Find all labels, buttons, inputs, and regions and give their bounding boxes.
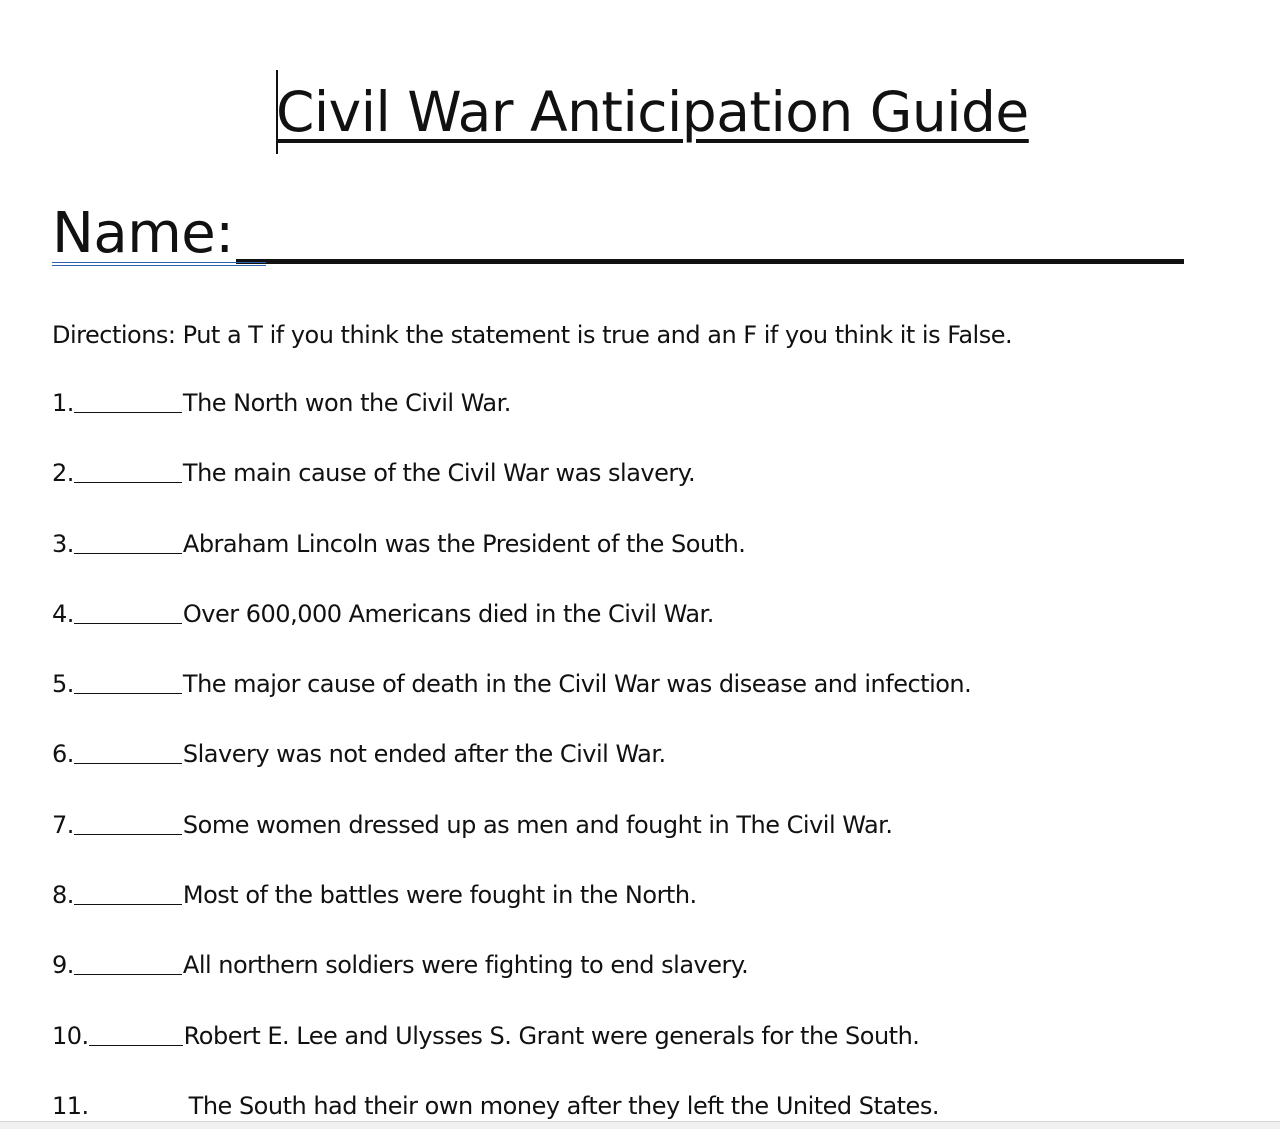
answer-blank[interactable] [74,667,182,694]
question-item [52,808,1232,878]
document-title-text: Civil War Anticipation Guide [276,80,1029,144]
question-text: Abraham Lincoln was the President of the South. [182,529,746,558]
question-text: The main cause of the Civil War was slavery. [182,459,696,488]
question-text: Slavery was not ended after the Civil War. [182,740,666,769]
question-item [52,527,1232,597]
answer-blank[interactable] [74,808,182,835]
question-text: The North won the Civil War. [182,389,511,417]
spellcheck-underline [52,262,266,266]
question-item [52,456,1232,526]
question-number: 10. [52,1021,89,1050]
question-number: 3. [52,529,74,558]
question-text: Robert E. Lee and Ulysses S. Grant were generals for the South. [183,1021,920,1050]
directions-text: Directions: Put a T if you think the statement is true and an F if you think it is False. [52,321,1013,349]
question-item [52,948,1232,1018]
question-text: The major cause of death in the Civil War was disease and infection. [182,670,972,699]
question-text: The South had their own money after they left the United States. [188,1091,939,1120]
question-item [52,1019,1232,1089]
question-number: 1. [52,389,74,417]
answer-blank[interactable] [74,527,182,554]
question-number: 6. [52,740,74,769]
answer-blank[interactable] [74,456,182,483]
question-number: 7. [52,810,74,839]
answer-blank[interactable] [74,597,182,624]
answer-blank[interactable] [89,1019,183,1046]
question-item [52,1089,1232,1121]
answer-blank[interactable] [74,948,182,975]
answer-blank[interactable] [74,878,182,905]
document-title [276,76,1029,148]
question-item [52,597,1232,667]
question-list [52,386,1232,1121]
page-bottom-edge [0,1121,1280,1129]
question-text: Over 600,000 Americans died in the Civil War. [182,599,714,628]
question-item [52,386,1232,456]
question-number: 2. [52,459,74,488]
question-number: 8. [52,881,74,910]
question-text: All northern soldiers were fighting to end slavery. [182,951,749,980]
question-number: 9. [52,951,74,980]
question-item [52,737,1232,807]
question-text: Most of the battles were fought in the North. [182,881,697,910]
name-label: Name: [52,201,234,266]
name-blank-line[interactable] [236,259,1184,264]
question-text: Some women dressed up as men and fought in The Civil War. [182,810,893,839]
question-item [52,878,1232,948]
question-item [52,667,1232,737]
question-number: 11. [52,1091,89,1120]
answer-blank[interactable] [74,386,182,413]
answer-blank[interactable] [74,737,182,764]
question-number: 5. [52,670,74,699]
question-number: 4. [52,599,74,628]
